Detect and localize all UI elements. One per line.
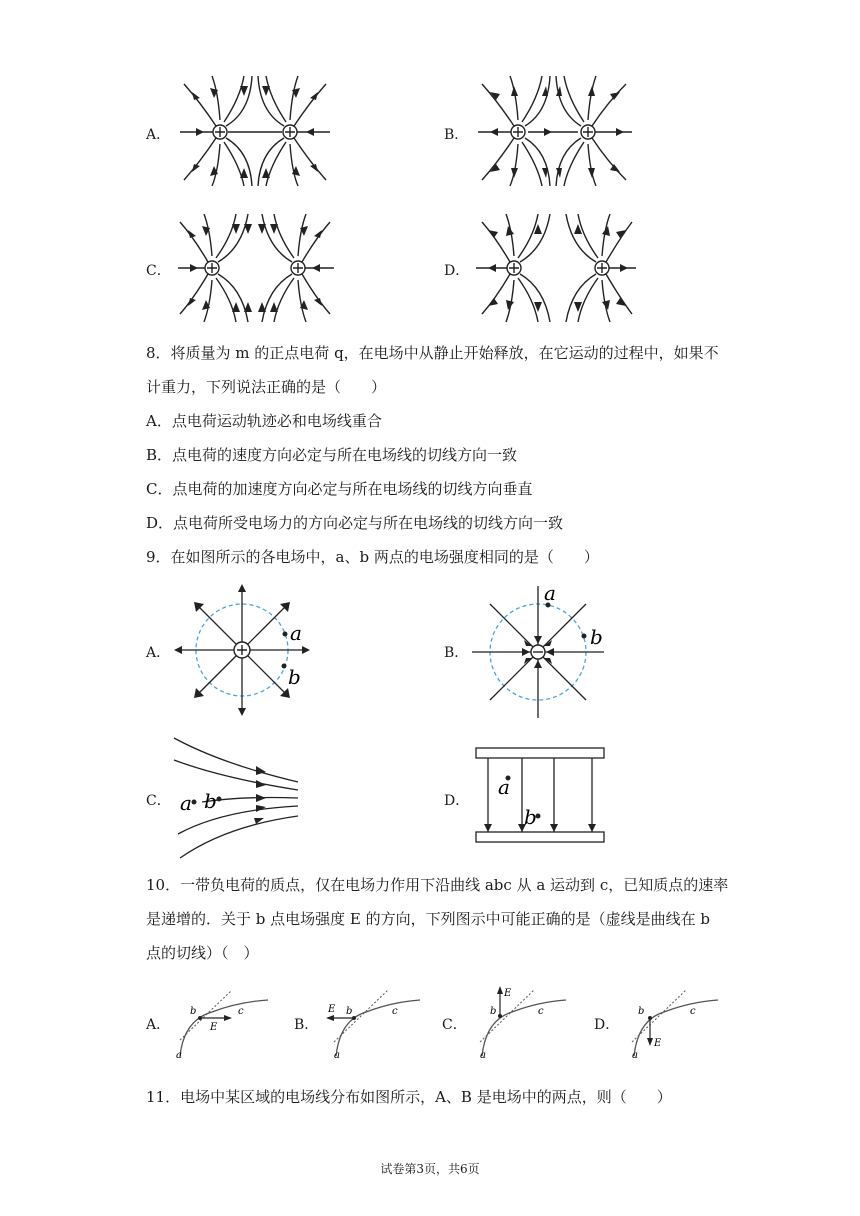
q10c-point-a: a	[480, 1050, 486, 1060]
q8-option-d: D．点电荷所受电场力的方向必定与所在电场线的切线方向一致	[146, 514, 564, 532]
q7-figure-d	[470, 210, 640, 328]
q9c-point-b-label: b	[204, 789, 217, 813]
q9-figure-d	[472, 742, 610, 852]
q10-stem-line2: 是递增的．关于 b 点电场强度 E 的方向，下列图示中可能正确的是（虚线是曲线在 b	[146, 910, 710, 928]
q8-option-c: C．点电荷的加速度方向必定与所在电场线的切线方向垂直	[146, 480, 533, 498]
q10d-point-c: c	[690, 1006, 696, 1017]
q10d-point-a: a	[632, 1050, 638, 1060]
q7-option-a-label: A．	[146, 127, 171, 143]
q8-option-b: B．点电荷的速度方向必定与所在电场线的切线方向一致	[146, 446, 518, 464]
q10b-vector-e: E	[328, 1004, 336, 1015]
q9d-point-a-label: a	[498, 775, 510, 799]
q8-stem-line2: 计重力，下列说法正确的是（ ）	[146, 378, 387, 396]
q9b-point-a-label: a	[544, 582, 556, 605]
q10d-point-b: b	[638, 1006, 645, 1017]
q7-option-b-label: B．	[444, 127, 469, 143]
q9-option-c-label: C．	[146, 793, 171, 809]
q9a-point-b-label: b	[288, 665, 301, 689]
q9b-point-b-label: b	[590, 625, 603, 649]
q9-figure-b	[470, 582, 610, 722]
q10-figure-a	[172, 984, 276, 1060]
q11-stem: 11．电场中某区域的电场线分布如图所示，A、B 是电场中的两点，则（ ）	[146, 1088, 672, 1106]
q10a-point-b: b	[190, 1006, 197, 1017]
q9-figure-c	[172, 734, 304, 864]
q10-stem-line3: 点的切线）（ ）	[146, 944, 259, 962]
q10-option-b-label: B．	[294, 1017, 319, 1033]
q10a-vector-e: E	[210, 1022, 218, 1033]
q7-option-c-label: C．	[146, 263, 171, 279]
q10-stem-line1: 10．一带负电荷的质点，仅在电场力作用下沿曲线 abc 从 a 运动到 c，已知质点的速率	[146, 876, 729, 894]
page-footer: 试卷第3页，共6页	[380, 1162, 480, 1176]
q10b-point-c: c	[392, 1006, 398, 1017]
q8-option-a: A．点电荷运动轨迹必和电场线重合	[146, 412, 382, 430]
q10-option-c-label: C．	[442, 1017, 467, 1033]
q10-option-d-label: D．	[594, 1017, 620, 1033]
q9d-point-b-label: b	[524, 805, 537, 829]
q7-figure-b	[470, 72, 640, 190]
q10a-point-c: c	[238, 1006, 244, 1017]
q10d-vector-e: E	[654, 1038, 662, 1049]
q10c-point-c: c	[538, 1006, 544, 1017]
q10-figure-b	[322, 984, 426, 1060]
q10-option-a-label: A．	[146, 1017, 171, 1033]
q10b-point-b: b	[346, 1006, 353, 1017]
q7-figure-a	[170, 72, 340, 190]
q10a-point-a: a	[176, 1050, 182, 1060]
q9-figure-a	[172, 580, 312, 720]
q10-figure-d	[620, 984, 724, 1060]
q9-stem: 9．在如图所示的各电场中，a、b 两点的电场强度相同的是（ ）	[146, 548, 599, 566]
q10-figure-c	[468, 984, 572, 1060]
q7-figure-c	[170, 210, 340, 328]
q9-option-b-label: B．	[444, 645, 469, 661]
q9-option-a-label: A．	[146, 645, 171, 661]
q9c-point-a-label: a	[180, 791, 192, 815]
q10b-point-a: a	[334, 1050, 340, 1060]
q7-option-d-label: D．	[444, 263, 470, 279]
q10c-point-b: b	[490, 1006, 497, 1017]
q8-stem-line1: 8．将质量为 m 的正点电荷 q，在电场中从静止开始释放，在它运动的过程中，如果不	[146, 344, 719, 362]
q9-option-d-label: D．	[444, 793, 470, 809]
q10c-vector-e: E	[504, 988, 512, 999]
q9a-point-a-label: a	[290, 621, 302, 645]
